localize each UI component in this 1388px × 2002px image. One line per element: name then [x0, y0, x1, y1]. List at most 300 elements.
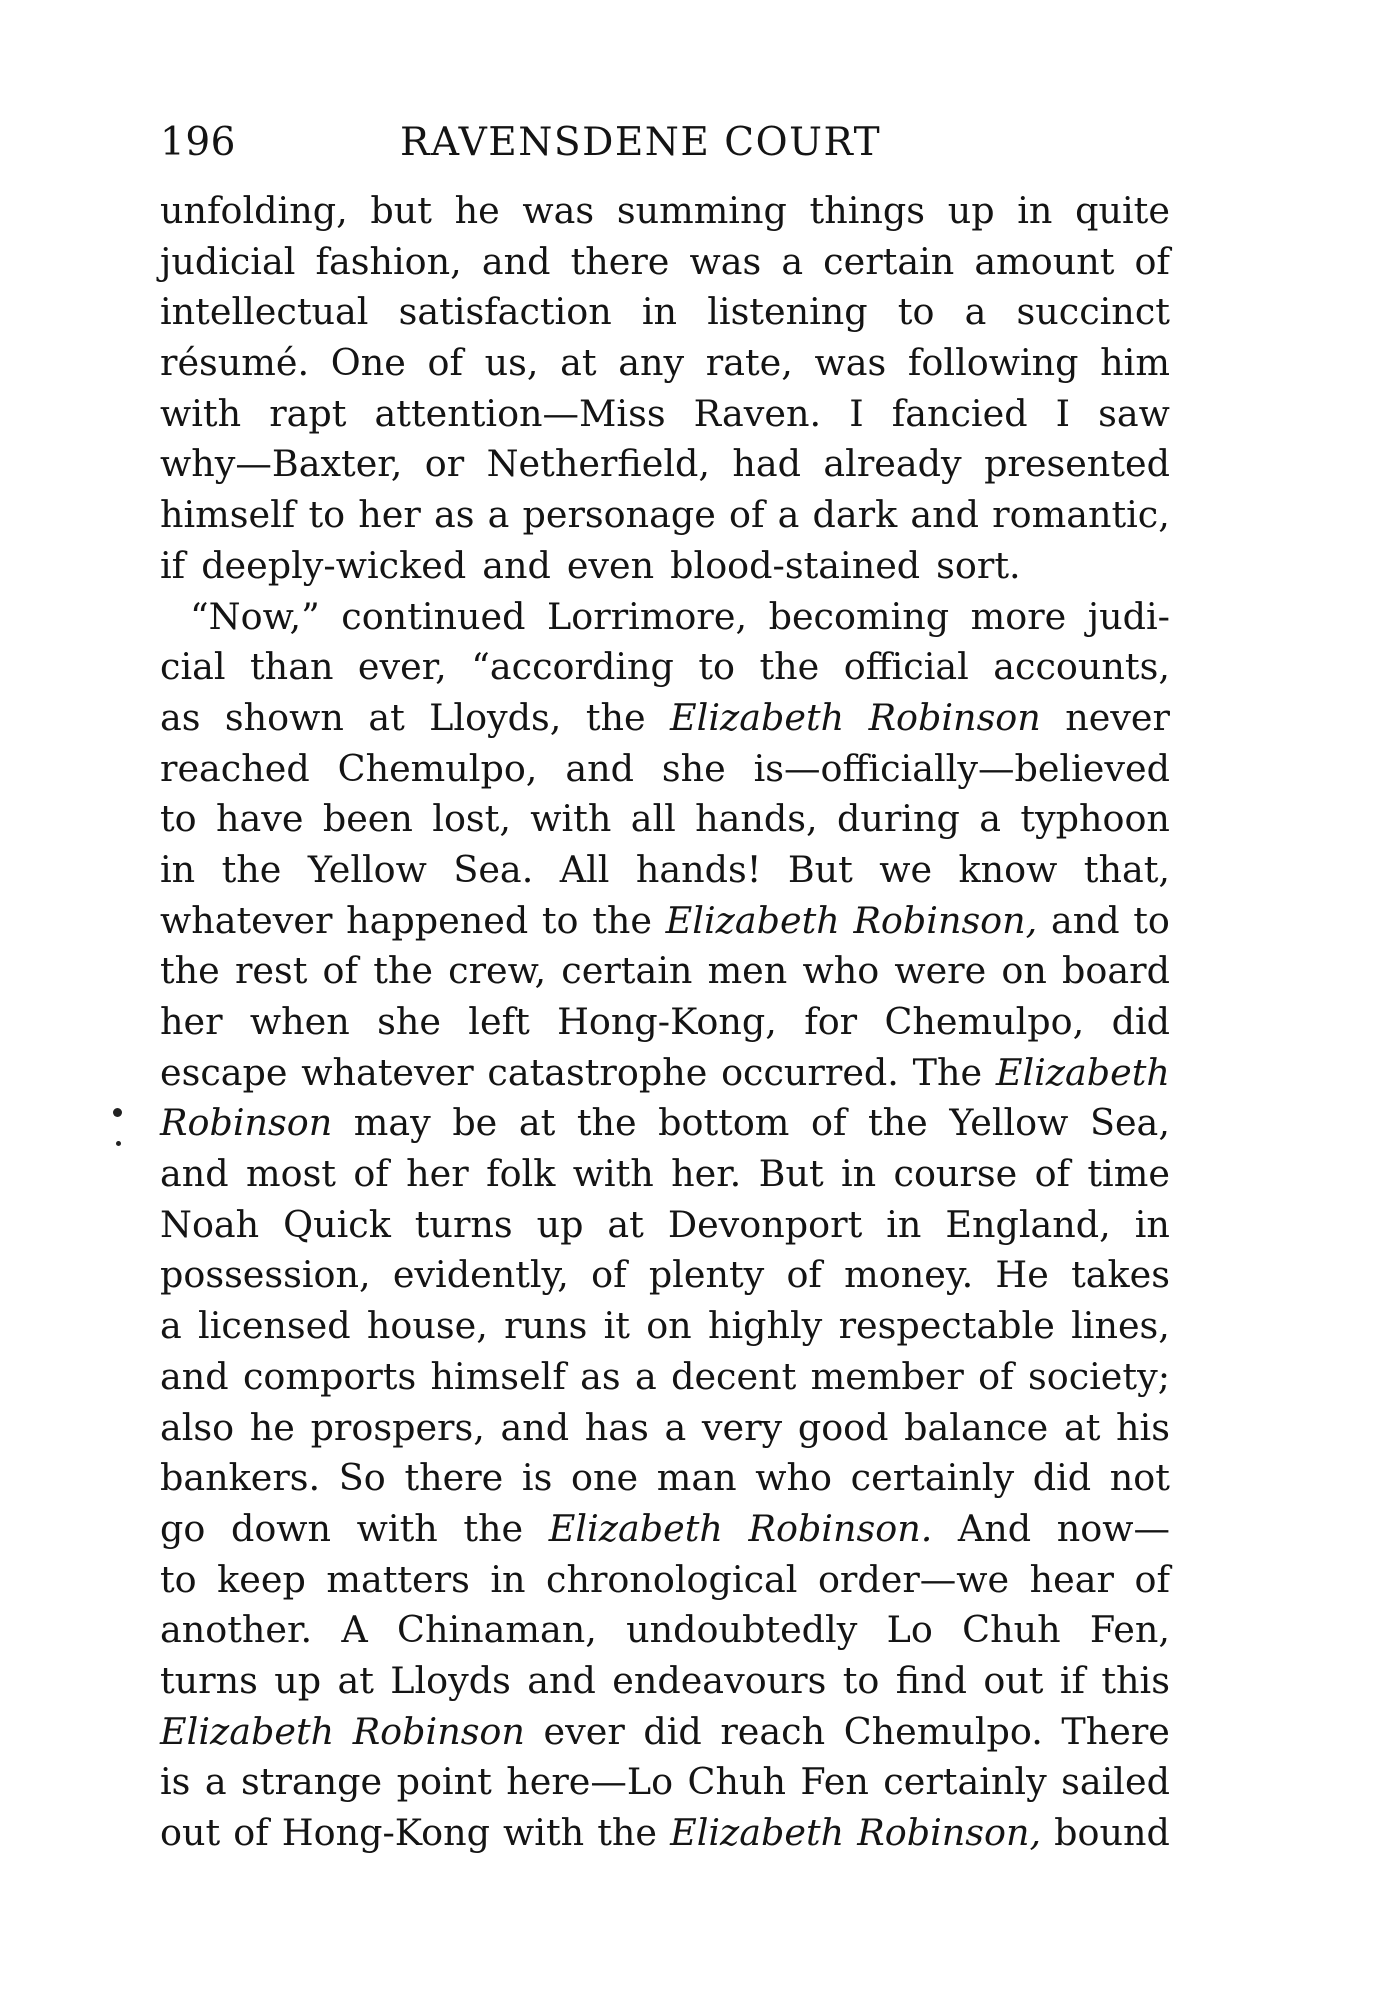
word: a: [204, 1760, 227, 1804]
word: a: [160, 1304, 182, 1348]
word: already: [823, 442, 962, 486]
word: was: [814, 341, 887, 385]
word: judi-: [1087, 594, 1170, 638]
word: I: [849, 391, 864, 435]
word: a: [964, 290, 987, 334]
word: in: [886, 1202, 922, 1246]
text-line: [160, 490, 1170, 541]
word: the: [585, 695, 646, 739]
word: respectable: [838, 1304, 1055, 1348]
word: endeavours: [612, 1658, 827, 1702]
word: continued: [341, 594, 526, 638]
word: of: [233, 1811, 269, 1854]
word: at: [368, 695, 405, 739]
word: up: [536, 1202, 584, 1246]
word: out: [983, 1658, 1044, 1702]
word: were: [894, 949, 987, 993]
word: if: [160, 543, 186, 587]
text-line: [160, 338, 1170, 389]
word: Fen: [800, 1760, 869, 1804]
word: folk: [486, 1152, 556, 1196]
word: in: [160, 847, 196, 891]
word: the: [160, 949, 220, 993]
text-line: [160, 237, 1170, 288]
word: up: [947, 189, 995, 232]
word: society;: [1027, 1354, 1170, 1398]
text-line: [160, 1250, 1170, 1301]
word: down: [230, 1506, 332, 1550]
word: but: [370, 189, 432, 232]
word: certainly: [883, 1760, 1047, 1804]
word: succinct: [1016, 290, 1170, 334]
word: rapt: [269, 391, 347, 435]
word: and: [481, 239, 551, 283]
word: when: [249, 1000, 350, 1043]
word: Robinson: [352, 1709, 525, 1753]
word: accounts,: [993, 645, 1170, 689]
word: And: [957, 1506, 1032, 1550]
word: Elizabeth: [548, 1506, 723, 1550]
word: of: [1134, 239, 1170, 283]
word: there: [570, 239, 670, 283]
word: did: [643, 1709, 702, 1753]
word: was: [522, 189, 595, 232]
word: One: [330, 341, 406, 385]
word: typhoon: [1020, 797, 1170, 841]
word: to: [160, 1557, 197, 1601]
word: the: [373, 949, 433, 993]
word: up: [274, 1658, 322, 1702]
word: and: [482, 543, 551, 587]
word: the: [759, 645, 820, 689]
word: know: [958, 847, 1058, 891]
word: blood-stained: [670, 543, 921, 587]
word: judicial: [160, 239, 296, 283]
word: strange: [241, 1760, 383, 1804]
word: more: [970, 594, 1067, 638]
word: I: [1055, 391, 1071, 435]
word: matters: [326, 1557, 470, 1601]
word: the: [463, 1506, 524, 1550]
word: who: [802, 949, 880, 993]
word: to: [897, 290, 935, 334]
word: now—: [1056, 1506, 1170, 1550]
page-header: [160, 120, 1170, 186]
word: all: [630, 797, 676, 841]
word: Robinson,: [853, 898, 1038, 942]
scan-speck: [113, 1108, 122, 1117]
word: Robinson: [868, 695, 1041, 739]
word: the: [592, 898, 652, 942]
word: and: [160, 1354, 229, 1398]
word: a: [979, 797, 1001, 841]
word: even: [566, 543, 655, 587]
word: find: [895, 1658, 967, 1702]
word: and: [160, 1152, 229, 1196]
word: Hong-Kong,: [557, 1000, 777, 1043]
word: Elizabeth: [995, 1050, 1170, 1094]
word: Lloyds,: [429, 695, 562, 739]
word: sailed: [1061, 1760, 1170, 1804]
book-page: [160, 120, 1170, 1859]
word: a: [487, 493, 510, 537]
word: hands!: [635, 847, 762, 891]
word: certain: [561, 949, 693, 993]
word: in: [1017, 189, 1053, 232]
word: turns: [160, 1658, 258, 1702]
word: it: [603, 1304, 630, 1348]
word: of: [322, 949, 359, 993]
word: is: [521, 1456, 553, 1500]
word: at: [560, 341, 597, 385]
text-line: [160, 1504, 1170, 1555]
word: escape: [160, 1050, 288, 1094]
word: So: [338, 1456, 386, 1500]
word: things: [809, 189, 925, 232]
word: But: [787, 847, 853, 891]
word: the: [221, 847, 282, 891]
text-line: [160, 693, 1170, 744]
word: during: [836, 797, 960, 841]
word: Chinaman,: [397, 1608, 597, 1652]
word: for: [804, 1000, 858, 1043]
word: and: [527, 1658, 596, 1702]
word: been: [322, 797, 413, 841]
word: of: [353, 1152, 389, 1196]
text-line: [160, 845, 1170, 896]
word: Devonport: [667, 1202, 863, 1246]
word: with: [356, 1506, 438, 1550]
word: A: [341, 1608, 368, 1652]
word: keep: [217, 1557, 306, 1601]
word: chronological: [546, 1557, 798, 1601]
word: Elizabeth: [670, 1811, 845, 1854]
word: Sea.: [453, 847, 534, 891]
word: Lo: [886, 1608, 933, 1652]
word: is—officially—believed: [753, 746, 1170, 790]
word: as: [160, 695, 201, 739]
word: to: [541, 898, 579, 942]
word: never: [1065, 695, 1170, 739]
text-line: [160, 1403, 1170, 1454]
word: in: [840, 1152, 877, 1196]
word: have: [216, 797, 304, 841]
word: saw: [1098, 391, 1170, 435]
word: did: [1111, 1000, 1170, 1043]
word: very: [701, 1405, 783, 1449]
word: Chemulpo,: [884, 1000, 1085, 1043]
word: shown: [224, 695, 344, 739]
word: dark: [812, 493, 898, 537]
text-line: [160, 389, 1170, 440]
word: we: [879, 847, 933, 891]
text-line: [160, 287, 1170, 338]
word: at: [337, 1658, 374, 1702]
text-line: [160, 1605, 1170, 1656]
word: Robinson,: [857, 1811, 1042, 1854]
word: himself: [160, 493, 296, 537]
word: in: [490, 1557, 526, 1601]
word: money.: [844, 1253, 974, 1297]
word: following: [907, 341, 1079, 385]
word: order—we: [817, 1557, 1010, 1601]
word: his: [1116, 1405, 1170, 1449]
word: her: [160, 1000, 223, 1043]
word: Yellow: [307, 847, 427, 891]
word: member: [810, 1354, 964, 1398]
word: her.: [671, 1152, 742, 1196]
word: prospers,: [310, 1405, 485, 1449]
word: fancied: [891, 391, 1028, 435]
word: Chuh: [687, 1760, 786, 1804]
word: this: [1101, 1658, 1170, 1702]
text-line: [160, 896, 1170, 947]
word: occurred.: [721, 1050, 899, 1094]
word: Quick: [283, 1202, 391, 1246]
word: if: [1059, 1658, 1086, 1702]
word: Sea,: [1089, 1101, 1170, 1145]
word: with: [160, 391, 242, 435]
word: she: [377, 1000, 441, 1043]
word: certain: [823, 239, 955, 283]
word: one: [570, 1456, 639, 1500]
text-line: [160, 744, 1170, 795]
word: “according: [471, 645, 674, 689]
word: quite: [1075, 189, 1170, 232]
word: with: [530, 797, 612, 841]
word: the: [597, 1811, 657, 1854]
word: Elizabeth: [665, 898, 840, 942]
word: cial: [160, 645, 226, 689]
word: he: [249, 1405, 295, 1449]
word: as: [580, 1354, 621, 1398]
word: lines,: [1071, 1304, 1170, 1348]
word: amount: [974, 239, 1115, 283]
word: runs: [504, 1304, 588, 1348]
text-line: [160, 1808, 1170, 1859]
word: or: [424, 442, 465, 486]
word: There: [1061, 1709, 1170, 1753]
word: that,: [1083, 847, 1170, 891]
word: plenty: [648, 1253, 765, 1297]
word: becoming: [768, 594, 950, 638]
text-line: [160, 1301, 1170, 1352]
word: house,: [366, 1304, 488, 1348]
text-line: [160, 1200, 1170, 1251]
word: course: [893, 1152, 1018, 1196]
text-line: [160, 946, 1170, 997]
word: Yellow: [949, 1101, 1069, 1145]
body-text: [160, 186, 1170, 1859]
word: there: [404, 1456, 504, 1500]
word: of: [978, 1354, 1014, 1398]
word: But: [758, 1152, 824, 1196]
word: decent: [671, 1354, 797, 1398]
word: whatever: [160, 898, 333, 942]
text-line: [160, 1453, 1170, 1504]
running-title: RAVENSDENE COURT: [400, 120, 882, 165]
text-line: [160, 1656, 1170, 1707]
word: “Now,”: [190, 594, 320, 638]
word: in: [641, 290, 678, 334]
word: intellectual: [160, 290, 369, 334]
word: unfolding,: [160, 189, 348, 232]
word: most: [245, 1152, 336, 1196]
word: attention—Miss: [374, 391, 666, 435]
word: summing: [616, 189, 787, 232]
word: England,: [945, 1202, 1111, 1246]
word: her: [358, 493, 421, 537]
word: was: [689, 239, 762, 283]
text-line: [160, 1048, 1170, 1099]
text-line: [160, 541, 1170, 592]
word: she: [661, 746, 726, 790]
word: licensed: [198, 1304, 351, 1348]
word: is: [160, 1760, 191, 1804]
word: at: [518, 1101, 556, 1145]
word: who: [755, 1456, 833, 1500]
word: rest: [234, 949, 308, 993]
word: reached: [160, 746, 310, 790]
word: with: [503, 1811, 585, 1854]
word: any: [618, 341, 685, 385]
word: lost,: [432, 797, 511, 841]
word: All: [559, 847, 610, 891]
word: as: [433, 493, 475, 537]
page-number: 196: [160, 120, 236, 165]
word: turns: [414, 1202, 513, 1246]
text-line: [160, 997, 1170, 1048]
word: has: [584, 1405, 649, 1449]
word: romantic,: [992, 493, 1170, 537]
word: men: [707, 949, 788, 993]
word: out: [160, 1811, 221, 1854]
word: Robinson.: [748, 1506, 933, 1550]
word: a: [634, 1354, 657, 1398]
word: with: [572, 1152, 654, 1196]
word: whatever: [301, 1050, 474, 1094]
word: point: [396, 1760, 492, 1804]
word: board: [1062, 949, 1170, 993]
word: himself: [430, 1354, 566, 1398]
word: catastrophe: [487, 1050, 708, 1094]
word: ever: [543, 1709, 625, 1753]
word: possession,: [160, 1253, 371, 1297]
word: Noah: [160, 1202, 260, 1246]
word: at: [1063, 1405, 1101, 1449]
word: than: [250, 645, 334, 689]
word: crew,: [448, 949, 547, 993]
word: on: [646, 1304, 692, 1348]
word: on: [1001, 949, 1047, 993]
word: bankers.: [160, 1456, 321, 1500]
word: Elizabeth: [670, 695, 845, 739]
word: time: [1087, 1152, 1170, 1196]
word: balance: [904, 1405, 1049, 1449]
word: he: [454, 189, 500, 232]
text-line: [160, 439, 1170, 490]
word: did: [1032, 1456, 1092, 1500]
word: to: [698, 645, 735, 689]
word: at: [607, 1202, 644, 1246]
word: the: [867, 1101, 928, 1145]
word: be: [452, 1101, 498, 1145]
word: happened: [346, 898, 529, 942]
word: and: [910, 493, 980, 537]
word: Hong-Kong: [281, 1811, 490, 1854]
word: of: [810, 1101, 847, 1145]
word: presented: [984, 442, 1170, 486]
text-line: [160, 1707, 1170, 1758]
word: hear: [1029, 1557, 1114, 1601]
word: Chemulpo.: [843, 1709, 1043, 1753]
text-line: [160, 1555, 1170, 1606]
word: listening: [707, 290, 868, 334]
word: bottom: [658, 1101, 790, 1145]
word: rate,: [705, 341, 793, 385]
word: Lorrimore,: [547, 594, 748, 638]
word: hands,: [695, 797, 818, 841]
text-line: [160, 186, 1170, 237]
word: undoubtedly: [626, 1608, 858, 1652]
word: man: [656, 1456, 737, 1500]
word: The: [912, 1050, 983, 1094]
word: had: [732, 442, 802, 486]
word: sort.: [936, 543, 1021, 587]
word: us,: [484, 341, 539, 385]
word: left: [468, 1000, 530, 1043]
word: bound: [1054, 1811, 1170, 1854]
word: certainly: [850, 1456, 1015, 1500]
word: him: [1100, 341, 1170, 385]
word: to: [160, 797, 197, 841]
word: in: [1134, 1202, 1170, 1246]
word: comports: [242, 1354, 417, 1398]
word: another.: [160, 1608, 313, 1652]
word: Robinson: [160, 1101, 333, 1145]
word: of: [1034, 1152, 1071, 1196]
text-line: [160, 1149, 1170, 1200]
word: to: [1133, 898, 1170, 942]
word: to: [842, 1658, 880, 1702]
word: why—Baxter,: [160, 442, 403, 486]
word: a: [781, 239, 804, 283]
word: of: [591, 1253, 627, 1297]
word: of: [786, 1253, 822, 1297]
word: Chemulpo,: [337, 746, 538, 790]
word: a: [777, 493, 800, 537]
word: official: [843, 645, 969, 689]
scan-speck: [116, 1141, 121, 1146]
word: good: [797, 1405, 889, 1449]
text-line: [160, 794, 1170, 845]
word: Elizabeth: [160, 1709, 335, 1753]
word: fashion,: [315, 239, 462, 283]
word: and: [1050, 898, 1120, 942]
text-line: [160, 642, 1170, 693]
word: of: [427, 341, 463, 385]
text-line: [160, 1757, 1170, 1808]
word: He: [995, 1253, 1049, 1297]
word: Fen,: [1089, 1608, 1170, 1652]
word: evidently,: [392, 1253, 569, 1297]
word: the: [576, 1101, 637, 1145]
word: here—Lo: [506, 1760, 674, 1804]
text-line: [160, 592, 1170, 643]
word: deeply-wicked: [201, 543, 467, 587]
word: highly: [707, 1304, 823, 1348]
word: reach: [720, 1709, 826, 1753]
